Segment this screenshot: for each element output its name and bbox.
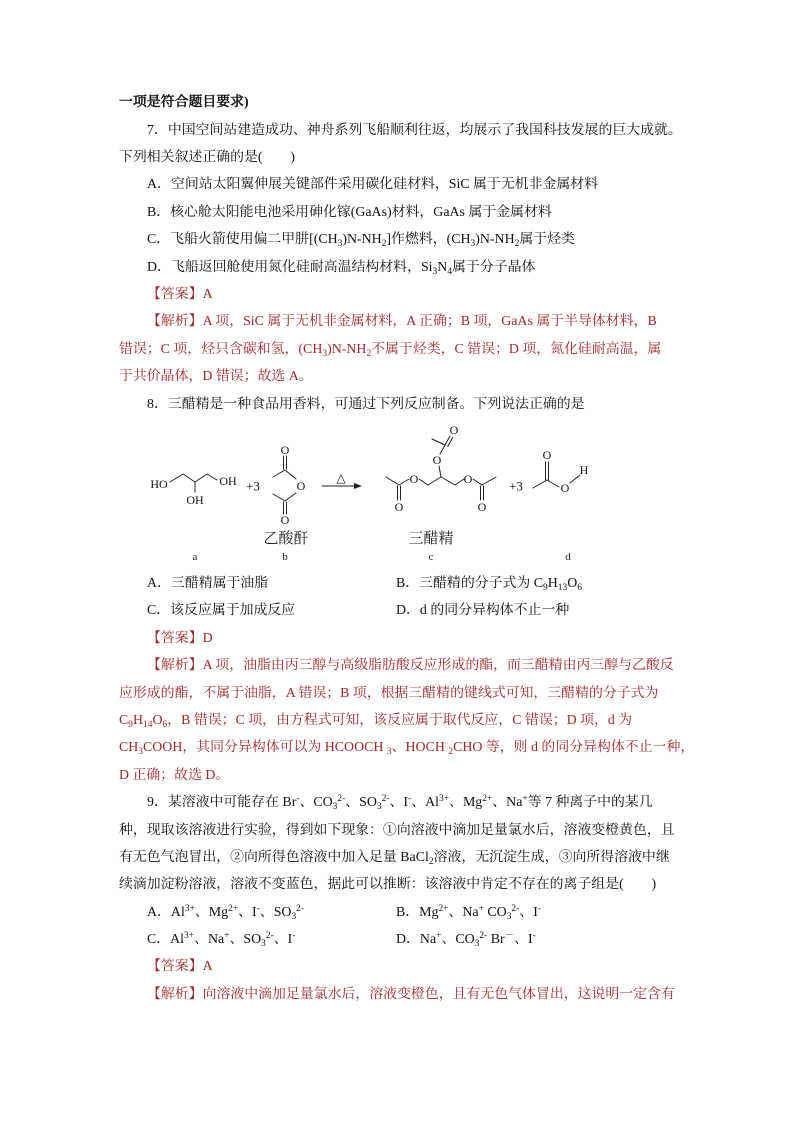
subscript: 9 bbox=[128, 719, 133, 730]
text-run: C．Al bbox=[147, 932, 185, 948]
text-run: A．三醋精属于油脂 bbox=[147, 575, 269, 591]
question-9-stem-line bbox=[119, 817, 681, 844]
reaction-scheme-svg bbox=[119, 418, 681, 570]
section-instruction-tail bbox=[119, 89, 681, 116]
text-run: 、I bbox=[238, 904, 257, 920]
text-run: 、CO bbox=[441, 932, 475, 948]
subscript: 2 bbox=[366, 348, 372, 359]
question-8-option-b bbox=[396, 576, 582, 591]
bond bbox=[473, 479, 482, 485]
text-run: 属于分子晶体 bbox=[452, 259, 536, 275]
superscript: - bbox=[532, 931, 536, 942]
bond bbox=[273, 494, 285, 501]
bond bbox=[432, 439, 445, 445]
text-run: D 正确；故选 D。 bbox=[119, 767, 230, 783]
bond bbox=[399, 479, 409, 485]
text-run: C．该反应属于加成反应 bbox=[147, 603, 296, 619]
text-run: 、I bbox=[514, 932, 533, 948]
acetic-anhydride-structure bbox=[273, 443, 306, 527]
bond bbox=[547, 480, 559, 487]
question-9-stem-line bbox=[119, 789, 681, 816]
text-run: 、Na bbox=[194, 932, 225, 948]
reaction-scheme-figure bbox=[119, 418, 681, 570]
compound-name-c: 三醋精 bbox=[408, 530, 454, 547]
text-run: 续滴加淀粉溶液，溶液不变蓝色，据此可以推断：该溶液中肯定不存在的离子组是( ) bbox=[119, 877, 657, 893]
text-run: )N-NH bbox=[327, 341, 367, 357]
question-9-answer bbox=[119, 953, 681, 980]
text-run: 一项是符合题目要求) bbox=[119, 95, 249, 111]
compound-name-b: 乙酸酐 bbox=[263, 530, 309, 547]
subscript: 3 bbox=[261, 939, 266, 950]
atom-label: HO bbox=[150, 476, 168, 491]
question-9-options-row bbox=[119, 899, 681, 926]
text-run: D．飞船返回舱使用氮化硅耐高温结构材料，Si bbox=[147, 259, 433, 275]
question-7-analysis-line bbox=[119, 336, 681, 363]
text-run: 于共价晶体，D 错误；故选 A。 bbox=[119, 369, 313, 385]
question-8-stem-line bbox=[119, 391, 681, 418]
text-run: 应形成的酯，不属于油脂，A 错误；B 项，根据三醋精的键线式可知，三醋精的分子式为 bbox=[119, 685, 659, 701]
text-run: 不属于烃类，C 错误；D 项，氮化硅耐高温，属 bbox=[371, 341, 662, 357]
question-7-stem-line bbox=[119, 144, 681, 171]
atom-label: O bbox=[432, 452, 442, 467]
text-run: 、Mg bbox=[449, 795, 483, 811]
text-run: H bbox=[547, 575, 558, 591]
text-run: 【答案】D bbox=[147, 630, 213, 646]
superscript: 3+ bbox=[439, 794, 450, 805]
bond bbox=[570, 475, 580, 483]
superscript: 2+ bbox=[438, 903, 449, 914]
subscript: 14 bbox=[143, 719, 153, 730]
question-7-stem-line bbox=[119, 117, 681, 144]
question-9-stem-line bbox=[119, 844, 681, 871]
atom-label: OH bbox=[186, 492, 204, 507]
superscript: 2- bbox=[479, 931, 488, 942]
text-run: 等 7 种离子中的某几 bbox=[527, 795, 653, 811]
superscript: － bbox=[504, 931, 515, 942]
atom-label: OH bbox=[219, 473, 237, 488]
text-run: 、CO bbox=[299, 795, 333, 811]
question-8-options-row bbox=[119, 570, 681, 597]
text-run: 【答案】A bbox=[147, 287, 213, 303]
text-run: 8．三醋精是一种食品用香料，可通过下列反应制备。下列说法正确的是 bbox=[147, 396, 585, 412]
question-8-option-d bbox=[396, 603, 569, 618]
text-run: 7．中国空间站建造成功、神舟系列飞船顺利往返，均展示了我国科技发展的巨大成就。 bbox=[147, 122, 682, 138]
text-run: C．飞船火箭使用偏二甲肼[(CH bbox=[147, 232, 338, 248]
text-run: O bbox=[152, 712, 163, 728]
subscript: 3 bbox=[474, 939, 480, 950]
compound-letter-a: a bbox=[192, 550, 198, 563]
subscript: 3 bbox=[506, 911, 512, 922]
question-7-option-c bbox=[119, 226, 681, 253]
atom-label: O bbox=[542, 447, 552, 462]
superscript: - bbox=[256, 903, 260, 914]
atom-label: O bbox=[463, 471, 473, 486]
superscript: + bbox=[436, 931, 442, 942]
text-run: 溶液，无沉淀生成，③向所得溶液中继 bbox=[433, 849, 670, 865]
question-9-option-a bbox=[147, 899, 396, 926]
text-run: 【解析】A 项，油脂由丙三醇与高级脂肪酸反应形成的酯，而三醋精由丙三醇与乙酸反 bbox=[147, 658, 674, 674]
subscript: 3 bbox=[386, 747, 392, 758]
subscript: 3 bbox=[470, 239, 476, 250]
atom-label: O bbox=[280, 442, 290, 457]
subscript: 4 bbox=[447, 266, 453, 277]
text-run: 、SO bbox=[229, 932, 262, 948]
question-9-option-b bbox=[396, 905, 541, 920]
text-run: )N-NH bbox=[342, 232, 382, 248]
question-8-analysis-line bbox=[119, 734, 695, 761]
compound-letter-b: b bbox=[282, 550, 288, 563]
compound-letter-c: c bbox=[428, 550, 434, 563]
text-run: 、SO bbox=[259, 904, 292, 920]
superscript: 2- bbox=[337, 794, 346, 805]
bond bbox=[207, 474, 217, 480]
question-7-answer bbox=[119, 281, 681, 308]
bond bbox=[273, 470, 285, 477]
subscript: 3 bbox=[376, 802, 382, 813]
atom-label: O bbox=[296, 478, 306, 493]
superscript: - bbox=[296, 794, 300, 805]
bond bbox=[170, 474, 183, 482]
text-run: 【答案】A bbox=[147, 959, 213, 975]
subscript: 2 bbox=[428, 856, 434, 867]
subscript: 2 bbox=[514, 239, 520, 250]
text-run: H bbox=[132, 712, 144, 728]
question-7-option-b bbox=[119, 199, 681, 226]
text-run: CHO 等，则 d 的同分异构体不止一种， bbox=[453, 740, 695, 756]
question-8-options-row bbox=[119, 597, 681, 624]
atom-label: O bbox=[409, 471, 419, 486]
question-8-option-a bbox=[147, 570, 396, 597]
text-run: B．Mg bbox=[396, 904, 439, 920]
bond bbox=[428, 477, 441, 485]
subscript: 9 bbox=[543, 583, 548, 593]
text-run: A．空间站太阳翼伸展关键部件采用碳化硅材料，SiC 属于无机非金属材料 bbox=[147, 177, 599, 193]
text-run: CO bbox=[483, 904, 507, 920]
text-run: 、I bbox=[389, 795, 409, 811]
question-9-options-row bbox=[119, 926, 681, 953]
text-run: 【解析】A 项，SiC 属于无机非金属材料，A 正确；B 项，GaAs 属于半导体材料，B bbox=[147, 314, 657, 330]
question-8-analysis-line bbox=[119, 762, 681, 789]
superscript: - bbox=[408, 794, 412, 805]
compound-letter-d: d bbox=[565, 550, 571, 563]
superscript: 3+ bbox=[184, 931, 195, 942]
question-9-stem-line bbox=[119, 871, 681, 898]
text-run: 种，现取该溶液进行实验，得到如下现象：①向溶液中滴加足量氯水后，溶液变橙黄色，且 bbox=[119, 822, 675, 838]
bond bbox=[285, 493, 296, 501]
text-run: D．d 的同分异构体不止一种 bbox=[396, 603, 570, 619]
superscript: 2- bbox=[381, 794, 390, 805]
arrow-head bbox=[354, 483, 362, 489]
triacetin-structure bbox=[386, 423, 496, 514]
superscript: + bbox=[224, 931, 230, 942]
question-7-analysis-line bbox=[119, 308, 681, 335]
question-7-option-a bbox=[119, 171, 681, 198]
bond bbox=[455, 479, 464, 485]
question-9-option-c bbox=[147, 926, 396, 953]
question-8-analysis-line bbox=[119, 652, 681, 679]
superscript: 2- bbox=[296, 903, 305, 914]
text-run: 【解析】向溶液中滴加足量氯水后，溶液变橙色，且有无色气体冒出，这说明一定含有 bbox=[147, 986, 675, 1002]
coefficient: +3 bbox=[509, 478, 523, 494]
subscript: 3 bbox=[138, 747, 144, 758]
text-run: CH bbox=[119, 740, 139, 756]
text-run: ，B 错误；C 项，由方程式可知，该反应属于取代反应，C 错误；D 项，d 为 bbox=[167, 712, 633, 728]
text-run: ]作燃料，(CH bbox=[386, 232, 471, 248]
superscript: 2- bbox=[511, 903, 520, 914]
subscript: 6 bbox=[577, 583, 582, 593]
question-8-analysis-line bbox=[119, 707, 681, 734]
subscript: 3 bbox=[337, 239, 343, 250]
bond bbox=[533, 480, 547, 488]
bond bbox=[440, 445, 445, 454]
subscript: 2 bbox=[381, 239, 387, 250]
superscript: 2- bbox=[265, 931, 274, 942]
bond bbox=[439, 466, 441, 477]
subscript: 3 bbox=[322, 348, 328, 359]
atom-label: O bbox=[280, 512, 290, 527]
bond bbox=[183, 474, 195, 482]
glycerol-structure bbox=[150, 474, 237, 507]
question-8-option-c bbox=[147, 597, 396, 624]
coefficient: +3 bbox=[246, 478, 260, 494]
text-run: 、Na bbox=[492, 795, 523, 811]
text-run: 、Na bbox=[448, 904, 479, 920]
bond bbox=[195, 474, 207, 482]
subscript: 13 bbox=[557, 583, 568, 593]
text-run: N bbox=[437, 259, 448, 275]
atom-label: H bbox=[579, 462, 589, 477]
text-run: 属于烃类 bbox=[519, 232, 575, 248]
text-run: B．三醋精的分子式为 C bbox=[396, 575, 544, 591]
text-run: O bbox=[567, 575, 578, 591]
text-run: Br bbox=[487, 932, 505, 948]
atom-label: O bbox=[560, 480, 570, 495]
superscript: - bbox=[292, 931, 296, 942]
text-run: )N-NH bbox=[475, 232, 515, 248]
question-7-option-d bbox=[119, 254, 681, 281]
bond bbox=[482, 477, 496, 485]
superscript: + bbox=[522, 794, 528, 805]
bond bbox=[285, 470, 296, 479]
page-content bbox=[119, 89, 695, 1008]
superscript: + bbox=[478, 903, 484, 914]
subscript: 3 bbox=[432, 266, 438, 277]
text-run: 有无色气泡冒出，②向所得色溶液中加入足量 BaCl bbox=[119, 849, 429, 865]
text-run: 下列相关叙述正确的是( ) bbox=[119, 150, 295, 166]
bond bbox=[386, 477, 399, 485]
text-run: 、Al bbox=[411, 795, 439, 811]
atom-label: O bbox=[477, 499, 487, 514]
text-run: 9．某溶液中可能存在 Br bbox=[147, 795, 297, 811]
subscript: 3 bbox=[332, 802, 338, 813]
acetic-acid-structure bbox=[533, 448, 589, 495]
text-run: 、I bbox=[273, 932, 293, 948]
superscript: 3+ bbox=[184, 903, 195, 914]
text-run: 、SO bbox=[345, 795, 377, 811]
superscript: - bbox=[537, 903, 541, 914]
question-8-answer bbox=[119, 625, 681, 652]
text-run: A．Al bbox=[147, 904, 185, 920]
text-run: 、Mg bbox=[194, 904, 229, 920]
reaction-arrow bbox=[322, 471, 362, 489]
text-run: C bbox=[119, 712, 129, 728]
text-run: 错误；C 项，烃只含碳和氢，(CH bbox=[119, 341, 323, 357]
text-run: 、I bbox=[519, 904, 538, 920]
text-run: 、HOCH bbox=[391, 740, 449, 756]
text-run: B．核心舱太阳能电池采用砷化镓(GaAs)材料，GaAs 属于金属材料 bbox=[147, 204, 552, 220]
subscript: 3 bbox=[291, 911, 297, 922]
bond bbox=[441, 477, 455, 485]
superscript: 2+ bbox=[228, 903, 239, 914]
superscript: 2+ bbox=[482, 794, 493, 805]
question-9-option-d bbox=[396, 931, 536, 950]
atom-label: O bbox=[394, 499, 404, 514]
question-7-analysis-line bbox=[119, 363, 681, 390]
subscript: 2 bbox=[448, 747, 454, 758]
bond bbox=[419, 479, 428, 485]
question-8-analysis-line bbox=[119, 680, 681, 707]
heating-condition: △ bbox=[336, 470, 346, 485]
atom-label: O bbox=[449, 422, 459, 437]
text-run: COOH，其同分异构体可以为 HCOOCH bbox=[143, 740, 387, 756]
subscript: 6 bbox=[162, 719, 168, 730]
text-run: D．Na bbox=[396, 932, 437, 948]
question-9-analysis-line bbox=[119, 981, 681, 1008]
